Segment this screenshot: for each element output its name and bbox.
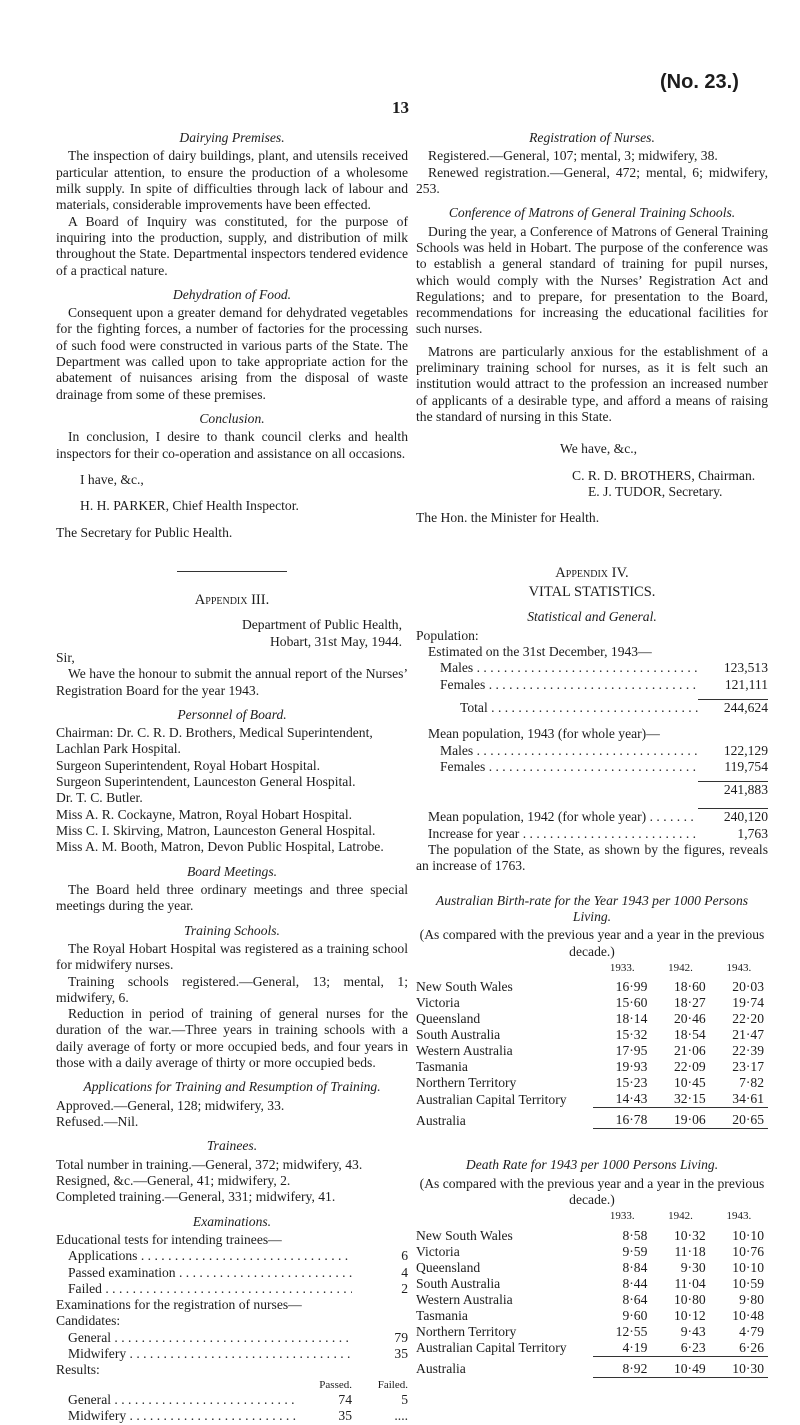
list-item [428,808,768,825]
conclusion-heading: Conclusion. [199,411,265,426]
column-header: 1943. [726,961,752,974]
exams-tests [56,1248,408,1297]
table-row [416,995,768,1011]
rate-value: 19·74 [732,995,764,1011]
registered-line: Registered.—General, 107; mental, 3; midwifery, 38. [428,148,718,164]
personnel-heading: Personnel of Board. [177,706,287,722]
column-header: 1943. [726,1210,752,1223]
salutation: Sir, [56,649,75,665]
appendix-iii-title: Appendix III. [194,591,270,608]
conference-paragraph-1: During the year, a Conference of Matrons of General Training Schools was held in Hobart. The purpose of the conference was to establish a general standard of training for pupil nurses, which would comply with the Nurses’ Registration Act and Regulations; and to prepare, for presentation to the Board, recommendations for increasing the educational facilities for such nurses. [416,223,768,337]
results-table [56,1379,408,1425]
death-rate-heading: Death Rate for 1943 per 1000 Persons Living. [465,1157,719,1173]
renewed-line: Renewed registration.—General, 472; mental, 6; midwifery, 253. [416,164,768,196]
passed-value: 74 [338,1391,352,1407]
registration-heading: Registration of Nurses. [529,130,655,145]
addressee: The Hon. the Minister for Health. [416,510,600,526]
rate-value: 14·43 [615,1091,648,1107]
rate-value: 20·65 [732,1112,764,1128]
secretary-signature: E. J. TUDOR, Secretary. [588,483,723,499]
rate-value: 7·82 [739,1075,764,1091]
mean-total-value: 241,883 [698,781,768,798]
rate-value: 10·80 [673,1291,706,1307]
rate-value: 20·46 [673,1011,706,1027]
list-item [440,677,768,693]
item-label: Males . . . [440,660,698,676]
rate-value: 22·20 [732,1011,764,1027]
state-name: Victoria [416,995,460,1011]
table-row [416,1324,768,1340]
rate-value: 11·04 [674,1275,706,1291]
item-value: 4 [401,1264,408,1280]
candidates-list [56,1330,408,1363]
rate-value: 12·55 [615,1323,648,1339]
table-row [416,1091,768,1108]
death-rate-table [416,1208,768,1381]
table-row [416,1059,768,1075]
item-label: General . . . [68,1330,352,1346]
personnel-item: Miss C. I. Skirving, Matron, Launceston General Hospital. [56,823,376,839]
training-heading: Training Schools. [184,922,280,938]
rate-value: 4·79 [739,1323,764,1339]
table-row [416,1228,768,1244]
rate-value: 18·60 [673,979,706,995]
state-name: Queensland [416,1011,481,1027]
birth-rate-subheading: (As compared with the previous year and a year in the previous decade.) [419,927,765,959]
dairying-paragraph-1: The inspection of dairy buildings, plant, and utensils received particular attention, to ensure the production of a wholesome milk supply. In spite of difficulties through lack of labour and materials, considerable improvements have been effected. [56,148,408,213]
row-label: General . . . [68,1392,296,1408]
rate-value: 15·60 [615,995,648,1011]
list-item [440,699,768,716]
rate-value: 10·48 [732,1307,764,1323]
state-name: South Australia [416,1027,501,1043]
row-label: Midwifery . . . [68,1408,296,1424]
closing-phrase: We have, &c., [560,441,638,457]
rate-value: 10·12 [673,1307,706,1323]
state-name: Victoria [416,1243,460,1259]
rate-value: 10·10 [732,1227,764,1243]
table-header [416,960,768,979]
list-item [440,743,768,759]
rate-value: 22·09 [673,1059,706,1075]
rate-value: 10·32 [673,1227,706,1243]
list-item [428,826,768,842]
item-value: 122,129 [723,742,768,758]
conference-heading: Conference of Matrons of General Training Schools. [448,205,736,221]
rate-value: 10·49 [673,1360,706,1376]
rate-value: 4·19 [622,1339,648,1355]
state-name: Australian Capital Territory [416,1340,567,1356]
exams-heading: Examinations. [192,1213,272,1229]
rate-value: 16·78 [615,1112,648,1128]
trainees-completed: Completed training.—General, 331; midwifery, 41. [56,1189,336,1205]
training-paragraph-2: Training schools registered.—General, 13; mental, 1; midwifery, 6. [56,973,408,1005]
rate-value: 8·64 [622,1291,648,1307]
state-name: Northern Territory [416,1323,517,1339]
item-label: Increase for year . . . [428,826,698,842]
dehydration-paragraph: Consequent upon a greater demand for dehydrated vegetables for the fighting forces, a number of factories for the processing of such food were constructed in various parts of the State. The Department was called upon to take appropriate action for the abatement of nuisances arising from the disposal of waste drainage from some of these premises. [56,305,408,402]
item-label: Females . . . [440,677,698,693]
rate-value: 8·44 [622,1275,648,1291]
table-row [416,1011,768,1027]
table-row [416,1075,768,1091]
column-header: 1933. [609,1210,635,1223]
rate-value: 10·59 [732,1275,764,1291]
table-row [416,1043,768,1059]
rule-row [416,1377,768,1382]
list-item [68,1248,408,1264]
personnel-item: Miss A. R. Cockayne, Matron, Royal Hobart Hospital. [56,806,353,822]
item-label: Mean population, 1942 (for whole year) . . . [428,809,698,825]
rate-value: 17·95 [615,1043,648,1059]
passed-value: 35 [338,1408,352,1424]
place-date-line: Hobart, 31st May, 1944. [269,633,402,649]
rate-value: 18·54 [673,1027,706,1043]
rate-value: 10·76 [732,1243,764,1259]
statistical-heading: Statistical and General. [527,609,657,625]
rate-value: 19·93 [615,1059,648,1075]
item-value: 121,111 [724,676,768,692]
rate-value: 18·27 [673,995,706,1011]
closing-phrase: I have, &c., [80,471,144,487]
rate-value: 6·26 [739,1339,764,1355]
trainees-resigned: Resigned, &c.—General, 41; midwifery, 2. [56,1172,291,1188]
list-item [68,1281,408,1297]
rate-value: 9·59 [622,1243,648,1259]
approved-line: Approved.—General, 128; midwifery, 33. [56,1097,285,1113]
item-value: 2 [401,1280,408,1296]
column-header: 1942. [668,961,693,974]
left-column [56,122,408,1425]
results-header [68,1379,408,1392]
item-value: 79 [394,1329,408,1345]
population-note: The population of the State, as shown by the figures, reveals an increase of 1763. [416,842,768,874]
birth-rate-heading: Australian Birth-rate for the Year 1943 per 1000 Persons Living. [435,892,749,925]
rate-value: 11·18 [674,1243,706,1259]
state-name: Australian Capital Territory [416,1091,567,1107]
table-header [416,1208,768,1227]
conclusion-paragraph: In conclusion, I desire to thank council clerks and health inspectors for their co-operation and assistance on all occasions. [56,429,408,461]
population-label: Population: [416,627,479,643]
mean-1942 [416,808,768,842]
chairman-signature: C. R. D. BROTHERS, Chairman. [572,467,756,483]
table-row [416,1276,768,1292]
rate-value: 9·80 [739,1291,764,1307]
rate-value: 8·58 [622,1227,648,1243]
item-label: Females . . . [440,759,698,775]
applications-heading: Applications for Training and Resumption of Training. [83,1079,381,1095]
total-label: Total . . . [440,700,698,716]
dairying-heading: Dairying Premises. [179,130,285,145]
mean-label: Mean population, 1943 (for whole year)— [428,726,660,742]
state-name: Tasmania [416,1307,468,1323]
personnel-item: Dr. T. C. Butler. [56,790,143,806]
table-row [416,1027,768,1043]
rate-value: 18·14 [615,1011,648,1027]
rate-value: 20·03 [732,979,764,995]
rate-value: 34·61 [732,1091,764,1107]
table-row [416,1244,768,1260]
item-label: Passed examination . . . [68,1265,352,1281]
appendix-iv-title: Appendix IV. [555,564,629,581]
table-row [416,1340,768,1357]
right-column [416,122,768,1382]
item-label: Males . . . [440,743,698,759]
state-name: Australia [416,1361,466,1377]
list-item [440,759,768,775]
training-paragraph-1: The Royal Hobart Hospital was registered as a training school for midwifery nurses. [56,940,408,973]
estimated-label: Estimated on the 31st December, 1943— [428,643,652,659]
rate-value: 9·60 [622,1307,648,1323]
trainees-heading: Trainees. [206,1138,258,1154]
estimated-list [416,660,768,716]
personnel-item: Surgeon Superintendent, Launceston General Hospital. [56,774,356,790]
rate-value: 15·23 [615,1075,648,1091]
column-header: 1933. [609,961,635,974]
death-rate-subheading: (As compared with the previous year and a year in the previous decade.) [419,1175,765,1208]
refused-line: Refused.—Nil. [56,1114,139,1130]
table-row [416,1260,768,1276]
dehydration-heading: Dehydration of Food. [172,286,292,302]
rate-value: 23·17 [732,1059,764,1075]
exams-intro: Educational tests for intending trainees— [56,1231,282,1247]
failed-value: 5 [401,1391,408,1407]
state-name: South Australia [416,1275,501,1291]
list-item [68,1346,408,1362]
training-paragraph-3: Reduction in period of training of general nurses for the duration of the war.—Three years in training schools with a daily average of forty or more occupied beds, and four years in those with a daily average of thirty or more occupied beds. [56,1006,408,1071]
vital-statistics-title: VITAL STATISTICS. [528,583,656,600]
meetings-paragraph: The Board held three ordinary meetings and three special meetings during the year. [56,881,408,914]
rate-value: 22·39 [732,1043,764,1059]
state-name: New South Wales [416,1227,513,1243]
rate-value: 10·30 [732,1360,764,1376]
item-value: 1,763 [737,825,768,841]
rate-value: 6·23 [680,1339,706,1355]
list-item [68,1330,408,1346]
state-name: Northern Territory [416,1075,517,1091]
exams-registration-intro: Examinations for the registration of nurses— [56,1297,302,1313]
rate-value: 19·06 [673,1112,706,1128]
table-row [68,1408,408,1424]
results-label: Results: [56,1362,100,1378]
failed-value: .... [394,1408,408,1424]
state-name: Western Australia [416,1291,513,1307]
state-name: Tasmania [416,1059,468,1075]
rate-value: 10·45 [673,1075,706,1091]
state-name: Western Australia [416,1043,513,1059]
addressee: The Secretary for Public Health. [56,524,233,540]
table-row [416,1292,768,1308]
list-item [68,1265,408,1281]
rate-value: 8·84 [622,1259,648,1275]
item-label: Failed . . . [68,1281,352,1297]
signature: H. H. PARKER, Chief Health Inspector. [80,498,299,514]
table-row [68,1392,408,1408]
personnel-item: Surgeon Superintendent, Royal Hobart Hospital. [56,757,321,773]
state-name: New South Wales [416,979,513,995]
trainees-total: Total number in training.—General, 372; midwifery, 43. [56,1156,363,1172]
rate-value: 9·30 [680,1259,706,1275]
column-header: 1942. [668,1210,693,1223]
rate-value: 10·10 [732,1259,764,1275]
page-number: 13 [392,98,409,117]
rate-value: 15·32 [615,1027,648,1043]
item-value: 35 [394,1346,408,1362]
column-header-passed: Passed. [319,1378,352,1391]
section-divider [177,571,287,572]
personnel-list [56,725,408,856]
item-value: 6 [401,1248,408,1264]
state-name: Queensland [416,1259,481,1275]
table-row [416,979,768,995]
rate-value: 8·92 [622,1360,648,1376]
rate-value: 16·99 [615,979,648,995]
table-row [416,1308,768,1324]
dairying-paragraph-2: A Board of Inquiry was constituted, for the purpose of inquiring into the production, supply, and distribution of milk throughout the State. Departmental inspectors tendered evidence of a practical nature. [56,213,408,278]
rate-value: 21·47 [732,1027,764,1043]
item-label: Midwifery . . . [68,1346,352,1362]
list-item [440,660,768,676]
item-value: 123,513 [723,660,768,676]
total-row [416,1361,768,1378]
rate-value: 21·06 [673,1043,706,1059]
total-value: 244,624 [698,699,768,716]
meetings-heading: Board Meetings. [186,863,278,879]
department-line: Department of Public Health, [241,617,402,633]
candidates-label: Candidates: [56,1313,121,1329]
birth-rate-table [416,960,768,1133]
item-value: 119,754 [724,758,768,774]
item-value: 240,120 [698,808,768,825]
list-item [440,781,768,798]
item-label: Applications . . . [68,1248,352,1264]
rate-value: 32·15 [673,1091,706,1107]
intro-paragraph: We have the honour to submit the annual report of the Nurses’ Registration Board for the year 1943. [56,666,408,698]
personnel-item: Miss A. M. Booth, Matron, Devon Public Hospital, Latrobe. [56,839,384,855]
total-row [416,1112,768,1129]
personnel-item: Chairman: Dr. C. R. D. Brothers, Medical Superintendent, Lachlan Park Hospital. [56,725,373,757]
state-name: Australia [416,1112,466,1128]
document-number: (No. 23.) [660,71,739,93]
mean-list [416,743,768,799]
rate-value: 9·43 [680,1323,706,1339]
conference-paragraph-2: Matrons are particularly anxious for the establishment of a preliminary training school for nurses, as it is felt such an institution would attract to the profession an increased number of applicants of a desirable type, and afford a means of raising the standard of nursing in this State. [416,343,768,424]
column-header-failed: Failed. [377,1378,408,1391]
